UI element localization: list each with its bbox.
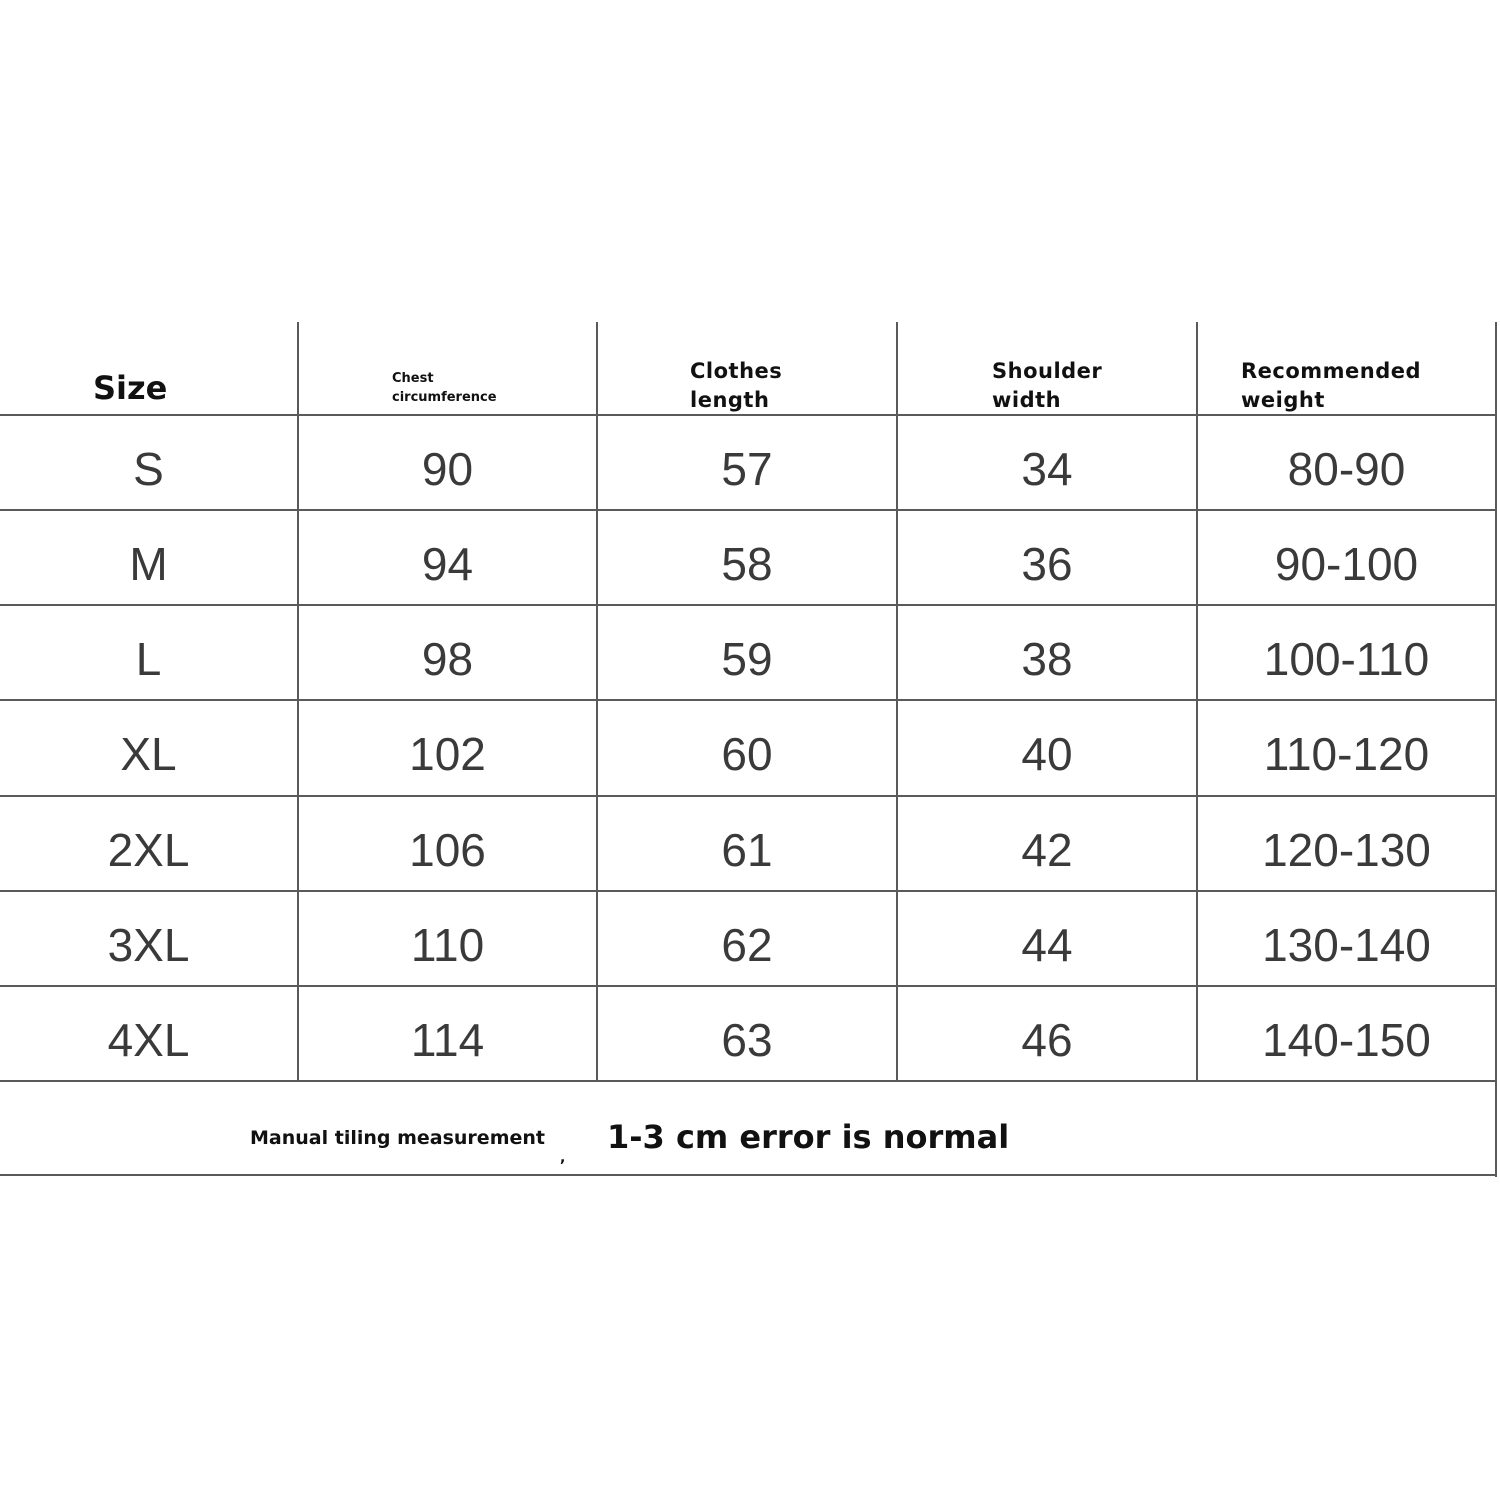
table-cell-weight: 140-150 — [1262, 1013, 1431, 1066]
table-cell-shoulder: 42 — [1021, 823, 1073, 876]
table-cell-size: 3XL — [107, 918, 190, 971]
footer-note-error: 1-3 cm error is normal — [607, 1118, 1010, 1156]
header-size: Size — [93, 369, 168, 407]
table-cell-weight: 100-110 — [1263, 632, 1430, 685]
header-weight-line1: Recommended — [1241, 359, 1422, 383]
grid-hline — [0, 1174, 1497, 1176]
header-shoulder-line2: width — [992, 388, 1062, 412]
table-cell-length: 63 — [721, 1013, 773, 1066]
header-clothes-line2: length — [690, 388, 770, 412]
footer-note-comma: , — [560, 1150, 566, 1166]
table-cell-weight: 80-90 — [1287, 442, 1406, 495]
table-cell-chest: 102 — [409, 727, 486, 780]
header-shoulder-line1: Shoulder — [992, 359, 1103, 383]
header-clothes-line1: Clothes — [690, 359, 783, 383]
table-cell-chest: 106 — [409, 823, 486, 876]
footer-note-measurement: Manual tiling measurement — [250, 1127, 545, 1149]
header-weight-line2: weight — [1241, 388, 1325, 412]
table-cell-size: 2XL — [107, 823, 190, 876]
table-cell-shoulder: 40 — [1021, 727, 1073, 780]
table-cell-shoulder: 34 — [1021, 442, 1073, 495]
table-cell-weight: 120-130 — [1262, 823, 1431, 876]
table-cell-chest: 94 — [421, 537, 474, 590]
table-cell-size: S — [133, 442, 164, 495]
header-chest-line1: Chest — [392, 371, 434, 386]
table-cell-length: 60 — [721, 727, 773, 780]
table-cell-weight: 110-120 — [1263, 727, 1430, 780]
grid-vline — [1495, 322, 1497, 1177]
table-cell-chest: 110 — [410, 918, 485, 971]
header-chest-line2: circumference — [392, 390, 497, 405]
table-cell-length: 62 — [721, 918, 773, 971]
header-chest — [392, 369, 497, 407]
table-cell-length: 61 — [721, 823, 773, 876]
header-shoulder-width — [992, 357, 1102, 415]
table-cell-shoulder: 36 — [1021, 537, 1073, 590]
header-recommended-weight — [1241, 357, 1421, 415]
table-cell-size: 4XL — [107, 1013, 190, 1066]
table-cell-chest: 98 — [421, 632, 474, 685]
header-clothes-length — [690, 357, 782, 415]
table-cell-weight: 130-140 — [1262, 918, 1431, 971]
table-cell-shoulder: 44 — [1021, 918, 1073, 971]
table-cell-chest: 90 — [421, 442, 474, 495]
table-cell-length: 57 — [721, 442, 773, 495]
table-cell-size: M — [129, 537, 168, 590]
table-cell-weight: 90-100 — [1274, 537, 1419, 590]
table-cell-shoulder: 46 — [1021, 1013, 1073, 1066]
table-cell-length: 58 — [721, 537, 773, 590]
table-cell-length: 59 — [721, 632, 773, 685]
table-cell-chest: 114 — [410, 1013, 485, 1066]
table-cell-shoulder: 38 — [1021, 632, 1073, 685]
table-cell-size: L — [135, 632, 162, 685]
table-cell-size: XL — [120, 727, 177, 780]
